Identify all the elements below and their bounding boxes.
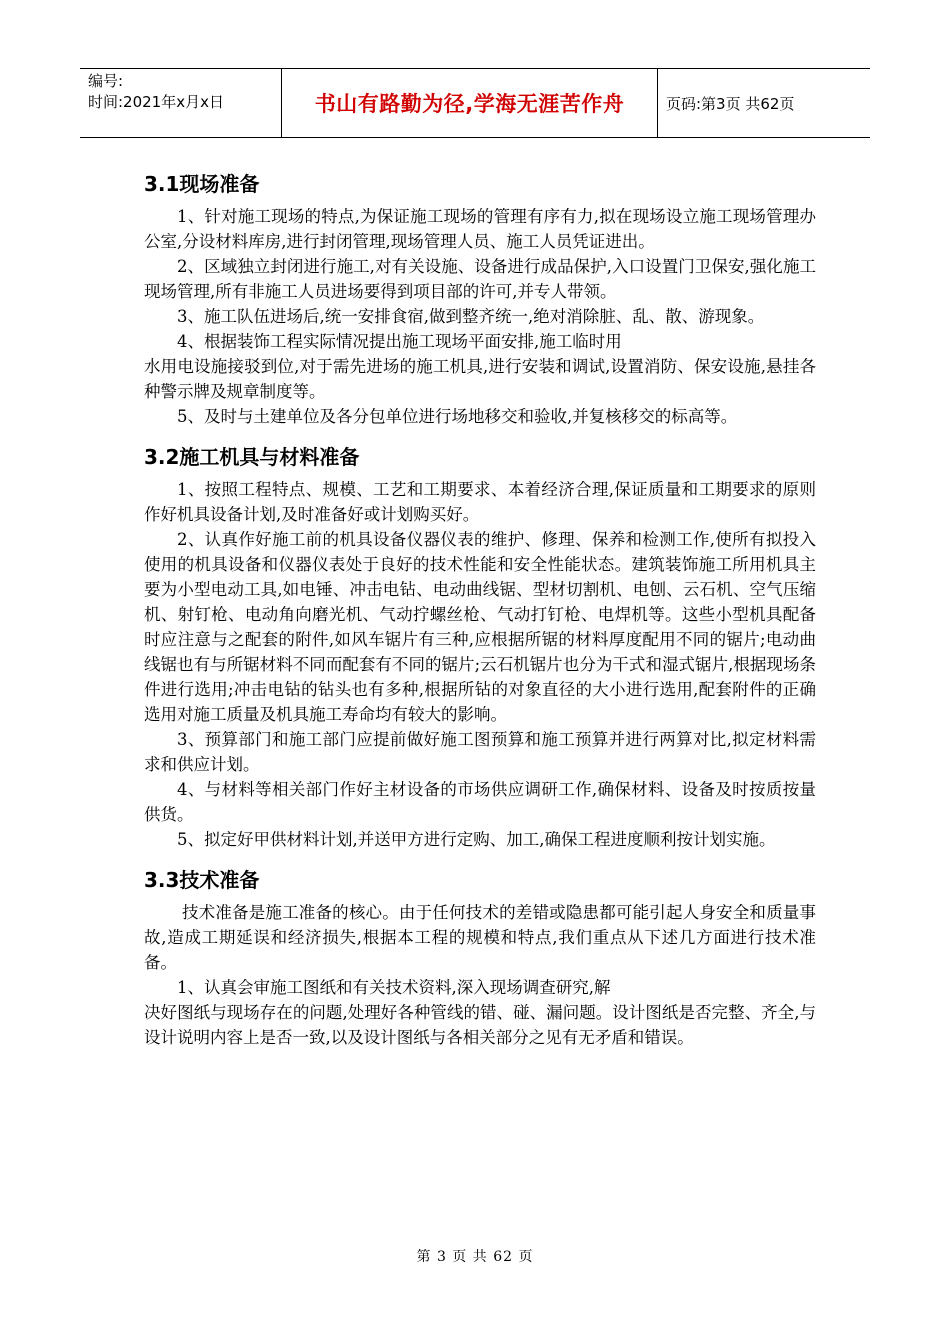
paragraph: 5、拟定好甲供材料计划,并送甲方进行定购、加工,确保工程进度顺利按计划实施。 [177,830,776,849]
paragraph: 3、预算部门和施工部门应提前做好施工图预算和施工预算并进行两算对比,拟定材料需求和供应计划。 [144,730,816,774]
page-header [80,68,870,138]
paragraph: 1、针对施工现场的特点,为保证施工现场的管理有序有力,拟在现场设立施工现场管理办公室,分设材料库房,进行封闭管理,现场管理人员、施工人员凭证进出。 [144,207,816,251]
section-title: 3.2施工机具与材料准备 [144,445,360,469]
header-meta [80,69,282,137]
header-number-label: 编号: [88,72,124,90]
paragraph: 5、及时与土建单位及各分包单位进行场地移交和验收,并复核移交的标高等。 [177,407,738,426]
paragraph: 4、根据装饰工程实际情况提出施工现场平面安排,施工临时用 [177,332,622,351]
paragraph: 2、区域独立封闭进行施工,对有关设施、设备进行成品保护,入口设置门卫保安,强化施工现场管理,所有非施工人员进场要得到项目部的许可,并专人带领。 [144,257,816,301]
section-3-1 [144,170,816,429]
page-footer: 第 3 页 共 62 页 [416,1249,534,1265]
header-motto: 书山有路勤为径,学海无涯苦作舟 [282,69,658,137]
section-title: 3.3技术准备 [144,868,260,892]
paragraph: 水用电设施接驳到位,对于需先进场的施工机具,进行安装和调试,设置消防、保安设施,悬挂各种警示牌及规章制度等。 [144,357,816,401]
paragraph: 决好图纸与现场存在的问题,处理好各种管线的错、碰、漏问题。设计图纸是否完整、齐全,与设计说明内容上是否一致,以及设计图纸与各相关部分之见有无矛盾和错误。 [144,1003,816,1047]
section-title: 3.1现场准备 [144,172,260,196]
header-page-info: 页码:第3页 共62页 [666,94,795,113]
paragraph: 1、认真会审施工图纸和有关技术资料,深入现场调查研究,解 [177,978,611,997]
paragraph: 4、与材料等相关部门作好主材设备的市场供应调研工作,确保材料、设备及时按质按量供货。 [144,780,816,824]
header-time-label: 时间:2021年x月x日 [88,93,224,111]
section-3-3 [144,866,816,1050]
paragraph: 2、认真作好施工前的机具设备仪器仪表的维护、修理、保养和检测工作,使所有拟投入使用的机具设备和仪器仪表处于良好的技术性能和安全性能状态。建筑装饰施工所用机具主要为小型电动工具,如电锤、冲击电钻、电动曲线锯、型材切割机、电刨、云石机、空气压缩机、射钉枪、电动角向磨光机、气动拧螺丝枪、气动打钉枪、电焊机等。这些小型机具配备时应注意与之配套的附件,如风车锯片有三种,应根据所锯的材料厚度配用不同的锯片;电动曲线锯也有与所锯材料不同而配套有不同的锯片;云石机锯片也分为干式和湿式锯片,根据现场条件进行选用;冲击电钻的钻头也有多种,根据所钻的对象直径的大小进行选用,配套附件的正确选用对施工质量及机具施工寿命均有较大的影响。 [144,530,816,724]
document-body [144,160,816,1050]
paragraph: 3、施工队伍进场后,统一安排食宿,做到整齐统一,绝对消除脏、乱、散、游现象。 [177,307,765,326]
section-3-2 [144,443,816,852]
paragraph: 1、按照工程特点、规模、工艺和工期要求、本着经济合理,保证质量和工期要求的原则作好机具设备计划,及时准备好或计划购买好。 [144,480,816,524]
paragraph: 技术准备是施工准备的核心。由于任何技术的差错或隐患都可能引起人身安全和质量事故,造成工期延误和经济损失,根据本工程的规模和特点,我们重点从下述几方面进行技术准备。 [144,903,816,972]
